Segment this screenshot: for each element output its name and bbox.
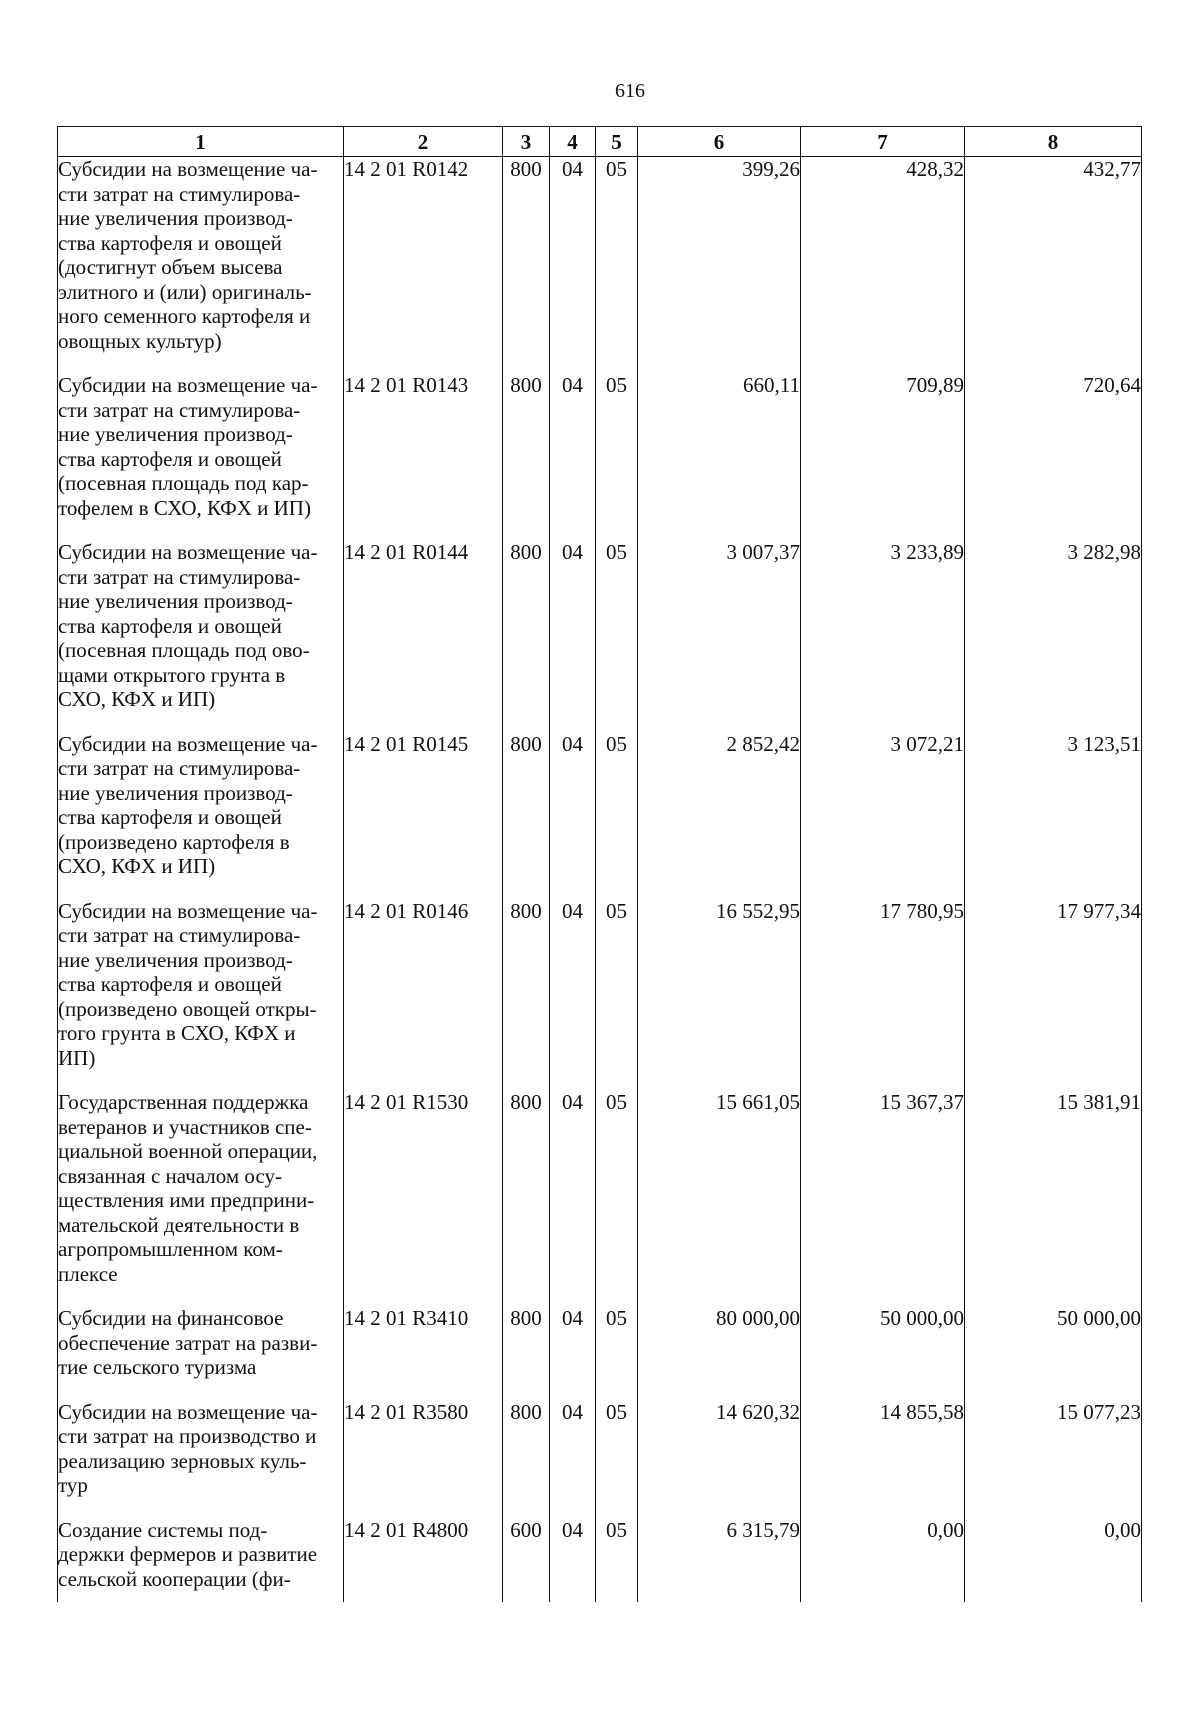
row-value-7: 17 780,95	[801, 899, 965, 1091]
row-col-5: 05	[596, 1400, 638, 1518]
row-col-3: 800	[503, 1090, 550, 1306]
row-description	[58, 373, 344, 540]
description-line: ветеранов и участников спе-	[58, 1114, 312, 1139]
header-col-8: 8	[965, 127, 1142, 157]
row-col-4: 04	[550, 1400, 596, 1518]
table-body	[58, 157, 1142, 1602]
row-value-6: 399,26	[638, 157, 801, 374]
description-line: плексе	[58, 1261, 118, 1286]
row-value-7: 14 855,58	[801, 1400, 965, 1518]
row-value-8: 17 977,34	[965, 899, 1142, 1091]
description-line: ства картофеля и овощей	[58, 446, 282, 471]
header-col-3: 3	[503, 127, 550, 157]
table-row	[58, 373, 1142, 540]
description-line: связанная с началом осу-	[58, 1163, 282, 1188]
table-row	[58, 1400, 1142, 1518]
description-line: сти затрат на стимулирова-	[58, 923, 301, 947]
description-line: циальной военной операции,	[58, 1139, 318, 1163]
row-col-3: 800	[503, 899, 550, 1091]
row-value-7: 709,89	[801, 373, 965, 540]
row-value-8: 15 381,91	[965, 1090, 1142, 1306]
page-number: 616	[615, 80, 645, 102]
row-value-8: 432,77	[965, 157, 1142, 374]
row-col-5: 05	[596, 540, 638, 732]
description-line: (произведено картофеля в	[58, 829, 290, 854]
description-line: ние увеличения производ-	[58, 947, 293, 972]
description-line: ства картофеля и овощей	[58, 230, 282, 255]
row-description	[58, 1518, 344, 1602]
description-line: ществления ими предприни-	[58, 1188, 315, 1212]
description-line: Государственная поддержка	[58, 1090, 309, 1114]
table-row	[58, 732, 1142, 899]
row-col-4: 04	[550, 157, 596, 374]
header-col-1: 1	[58, 127, 344, 157]
description-line: овощных культур)	[58, 328, 222, 353]
description-line: держки фермеров и развитие	[58, 1542, 318, 1566]
table-row	[58, 540, 1142, 732]
row-col-4: 04	[550, 540, 596, 732]
row-col-3: 800	[503, 1400, 550, 1518]
description-line: сти затрат на стимулирова-	[58, 181, 301, 206]
description-line: Субсидии на возмещение ча-	[58, 731, 318, 756]
description-line: ного семенного картофеля и	[58, 304, 311, 328]
row-code: 14 2 01 R0143	[344, 373, 503, 540]
description-line: сельской кооперации (фи-	[58, 1566, 291, 1591]
row-description	[58, 1306, 344, 1400]
budget-table	[57, 126, 1142, 1602]
row-value-7: 3 233,89	[801, 540, 965, 732]
row-value-7: 50 000,00	[801, 1306, 965, 1400]
row-value-6: 2 852,42	[638, 732, 801, 899]
description-line: (посевная площадь под ово-	[58, 638, 310, 662]
row-description	[58, 899, 344, 1091]
description-line: Субсидии на возмещение ча-	[58, 157, 318, 181]
row-col-5: 05	[596, 157, 638, 374]
table-row	[58, 157, 1142, 374]
row-col-4: 04	[550, 899, 596, 1091]
description-line: Субсидии на возмещение ча-	[58, 1399, 318, 1424]
row-col-5: 05	[596, 1306, 638, 1400]
description-line: сти затрат на стимулирова-	[58, 397, 301, 422]
description-line: Создание системы под-	[58, 1517, 268, 1542]
row-col-5: 05	[596, 899, 638, 1091]
row-value-6: 6 315,79	[638, 1518, 801, 1602]
row-col-3: 800	[503, 540, 550, 732]
row-description	[58, 1400, 344, 1518]
row-value-8: 3 123,51	[965, 732, 1142, 899]
row-code: 14 2 01 R3580	[344, 1400, 503, 1518]
row-col-3: 800	[503, 1306, 550, 1400]
description-line: тур	[58, 1473, 88, 1497]
header-col-4: 4	[550, 127, 596, 157]
row-col-3: 800	[503, 732, 550, 899]
row-value-8: 720,64	[965, 373, 1142, 540]
row-description	[58, 1090, 344, 1306]
row-col-4: 04	[550, 732, 596, 899]
description-line: тофелем в СХО, КФХ и ИП)	[58, 495, 311, 520]
row-value-6: 3 007,37	[638, 540, 801, 732]
table-row	[58, 899, 1142, 1091]
description-line: тие сельского туризма	[58, 1355, 257, 1379]
description-line: Субсидии на финансовое	[58, 1306, 284, 1330]
row-value-6: 14 620,32	[638, 1400, 801, 1518]
description-line: ние увеличения производ-	[58, 206, 293, 230]
description-line: ние увеличения производ-	[58, 422, 293, 446]
row-col-4: 04	[550, 373, 596, 540]
row-code: 14 2 01 R0145	[344, 732, 503, 899]
description-line: сти затрат на производство и	[58, 1424, 317, 1448]
description-line: сти затрат на стимулирова-	[58, 756, 301, 780]
description-line: мательской деятельности в	[58, 1212, 300, 1237]
row-value-8: 50 000,00	[965, 1306, 1142, 1400]
row-col-3: 800	[503, 373, 550, 540]
description-line: (посевная площадь под кар-	[58, 471, 309, 495]
row-value-8: 3 282,98	[965, 540, 1142, 732]
header-col-7: 7	[801, 127, 965, 157]
description-line: обеспечение затрат на разви-	[58, 1330, 318, 1355]
row-col-4: 04	[550, 1306, 596, 1400]
header-col-2: 2	[344, 127, 503, 157]
row-value-6: 15 661,05	[638, 1090, 801, 1306]
description-line: (достигнут объем высева	[58, 255, 283, 279]
description-line: элитного и (или) оригиналь-	[58, 279, 312, 304]
row-value-7: 0,00	[801, 1518, 965, 1602]
description-line: ние увеличения производ-	[58, 780, 293, 805]
description-line: (произведено овощей откры-	[58, 996, 317, 1021]
row-code: 14 2 01 R0144	[344, 540, 503, 732]
row-value-6: 16 552,95	[638, 899, 801, 1091]
row-col-3: 800	[503, 157, 550, 374]
row-code: 14 2 01 R4800	[344, 1518, 503, 1602]
description-line: ние увеличения производ-	[58, 589, 293, 613]
row-col-5: 05	[596, 1518, 638, 1602]
description-line: щами открытого грунта в	[58, 662, 286, 687]
description-line: агропромышленном ком-	[58, 1237, 283, 1261]
row-col-4: 04	[550, 1090, 596, 1306]
row-value-6: 660,11	[638, 373, 801, 540]
description-line: Субсидии на возмещение ча-	[58, 540, 318, 564]
description-line: того грунта в СХО, КФХ и	[58, 1021, 296, 1045]
description-line: СХО, КФХ и ИП)	[58, 687, 216, 711]
description-line: ИП)	[58, 1045, 96, 1070]
row-value-8: 0,00	[965, 1518, 1142, 1602]
row-code: 14 2 01 R3410	[344, 1306, 503, 1400]
row-value-8: 15 077,23	[965, 1400, 1142, 1518]
description-line: ства картофеля и овощей	[58, 805, 282, 829]
row-code: 14 2 01 R1530	[344, 1090, 503, 1306]
description-line: СХО, КФХ и ИП)	[58, 854, 216, 878]
row-col-5: 05	[596, 1090, 638, 1306]
row-col-5: 05	[596, 732, 638, 899]
row-col-4: 04	[550, 1518, 596, 1602]
row-description	[58, 157, 344, 374]
row-description	[58, 540, 344, 732]
row-code: 14 2 01 R0142	[344, 157, 503, 374]
header-col-5: 5	[596, 127, 638, 157]
row-value-7: 3 072,21	[801, 732, 965, 899]
row-value-7: 15 367,37	[801, 1090, 965, 1306]
table-row	[58, 1518, 1142, 1602]
description-line: ства картофеля и овощей	[58, 613, 282, 638]
row-description	[58, 732, 344, 899]
description-line: реализацию зерновых куль-	[58, 1448, 307, 1473]
row-value-7: 428,32	[801, 157, 965, 374]
row-code: 14 2 01 R0146	[344, 899, 503, 1091]
header-col-6: 6	[638, 127, 801, 157]
row-value-6: 80 000,00	[638, 1306, 801, 1400]
description-line: Субсидии на возмещение ча-	[58, 373, 318, 397]
row-col-3: 600	[503, 1518, 550, 1602]
row-col-5: 05	[596, 373, 638, 540]
description-line: ства картофеля и овощей	[58, 972, 282, 996]
description-line: Субсидии на возмещение ча-	[58, 898, 318, 923]
table-row	[58, 1090, 1142, 1306]
table-row	[58, 1306, 1142, 1400]
description-line: сти затрат на стимулирова-	[58, 564, 301, 589]
header-row	[58, 127, 1142, 157]
